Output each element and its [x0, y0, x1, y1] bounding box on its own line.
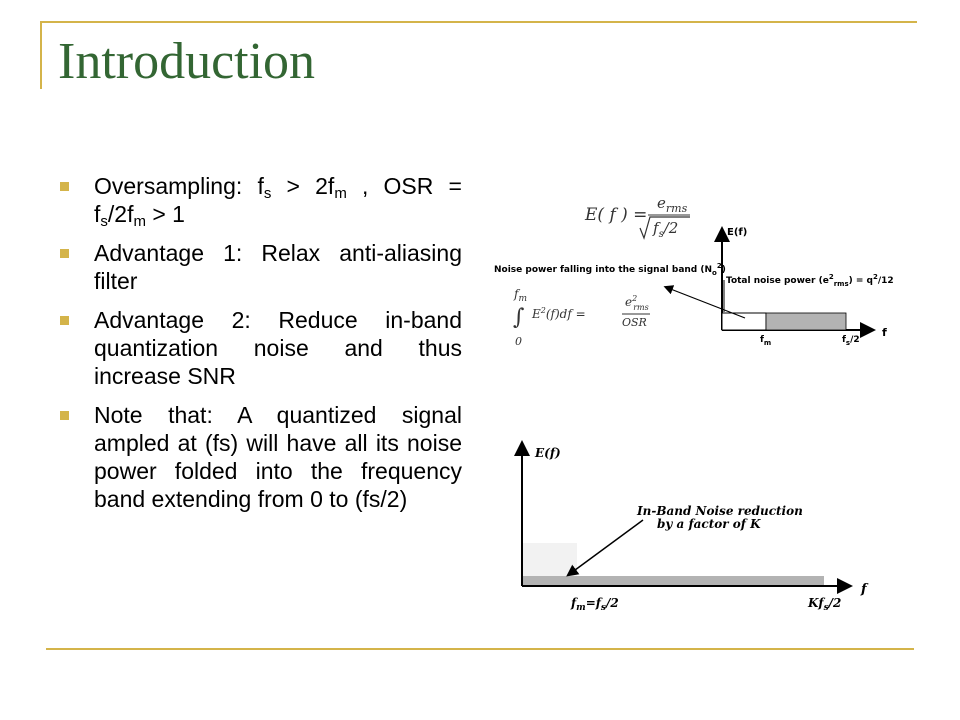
- noise-in-band-arrow: [668, 288, 745, 318]
- tick-fm: $f_m$: [760, 335, 772, 347]
- x-axis-label: f: [882, 326, 887, 339]
- bullet-text: Note that: A quantized signal ampled at (fs) will have all its noise power folded into the frequency band extending from 0 to (fs/2): [94, 402, 462, 512]
- bottom-rule: [46, 648, 914, 650]
- bullet-text: Advantage 1: Relax anti-aliasing filter: [94, 240, 462, 294]
- integral-body: $E^2(f)df$ =: [532, 306, 586, 321]
- bullet-square-icon: [60, 316, 69, 325]
- integral-sign: ∫: [513, 305, 525, 330]
- annotation-line-2: by a factor of K: [657, 517, 761, 531]
- tick-fm-equals-fs-half: $f_m=f_s/2$: [571, 596, 619, 613]
- equation-denominator: $f_s/2$: [653, 219, 679, 240]
- bullet-square-icon: [60, 249, 69, 258]
- y-axis-label: E(f): [727, 227, 748, 238]
- total-noise-label: Total noise power $(e^2_{rms}) = q^2/12$: [726, 273, 894, 288]
- integral-rhs-denominator: OSR: [622, 316, 647, 329]
- bullet-advantage-2: [58, 306, 462, 390]
- slide-title: Introduction: [58, 33, 316, 90]
- integral-lower-limit: 0: [515, 335, 522, 348]
- bullet-square-icon: [60, 182, 69, 191]
- bullet-oversampling: [58, 172, 462, 228]
- y-axis-label: E(f): [535, 446, 561, 460]
- annotation-arrow: [571, 520, 643, 573]
- annotation-line-1: In-Band Noise reduction: [637, 504, 803, 518]
- out-of-band-noise-region: [766, 313, 846, 330]
- inband-noise-reduction-diagram: [505, 440, 885, 640]
- in-band-noise-region: [722, 313, 766, 330]
- bullet-text: Advantage 2: Reduce in-band quantization noise and thus increase SNR: [94, 307, 462, 389]
- noise-in-band-label: Noise power falling into the signal band $(N_o^2)$: [494, 262, 726, 277]
- equation-numerator: $e_{rms}$: [657, 194, 688, 215]
- tick-k-fs-half: $Kf_s/2$: [808, 596, 842, 613]
- noise-floor-region: [522, 576, 824, 586]
- bullet-square-icon: [60, 411, 69, 420]
- bullet-note: [58, 401, 462, 513]
- left-rule: [40, 21, 42, 89]
- integral-rhs-numerator: $e^2$ rms: [625, 294, 649, 312]
- bullet-text: Oversampling: $f_s > 2f_m$ , OSR = $f_s/2f_m > 1$: [94, 173, 462, 230]
- x-axis-label: f: [861, 582, 867, 597]
- tick-fs-half: $f_s/2$: [842, 335, 860, 347]
- bullet-list: [58, 172, 462, 524]
- top-rule: [40, 21, 917, 23]
- bullet-advantage-1: [58, 239, 462, 295]
- equation-lhs: E( f ) =: [585, 205, 648, 225]
- integral-upper-limit: $f_m$: [514, 287, 527, 304]
- noise-spectrum-diagram: [490, 190, 910, 365]
